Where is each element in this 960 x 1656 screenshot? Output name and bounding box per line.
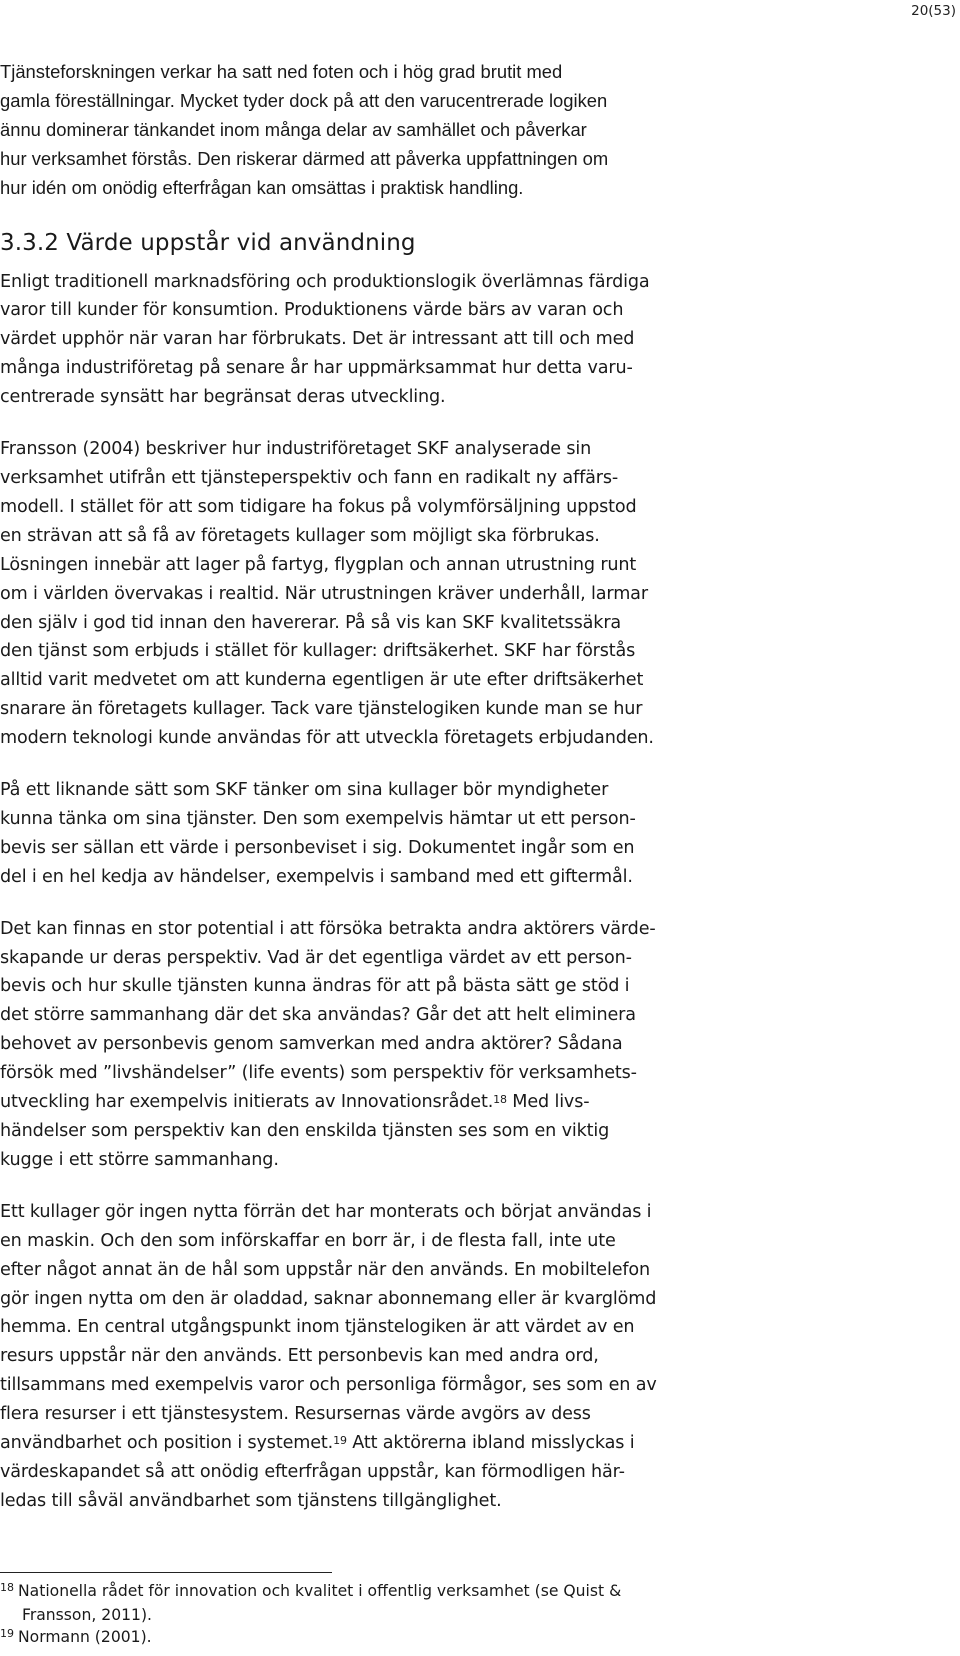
text-line: den tjänst som erbjuds i stället för kullager: driftsäkerhet. SKF har förstås	[0, 641, 636, 662]
text-line: På ett liknande sätt som SKF tänker om sina kullager bör myndigheter	[0, 780, 609, 801]
page-number: 20(53)	[911, 3, 956, 19]
paragraph-2	[0, 435, 790, 753]
text-line: Ett kullager gör ingen nytta förrän det har monterats och börjat användas i	[0, 1201, 652, 1222]
text-line: bevis ser sällan ett värde i personbeviset i sig. Dokumentet ingår som en	[0, 837, 635, 858]
intro-paragraph	[0, 58, 790, 203]
footnote-text: Nationella rådet för innovation och kvalitet i offentlig verksamhet (se Quist &	[18, 1582, 622, 1600]
text-line: verksamhet utifrån ett tjänsteperspektiv och fann en radikalt ny affärs-	[0, 467, 619, 488]
text-line: del i en hel kedja av händelser, exempelvis i samband med ett giftermål.	[0, 866, 633, 887]
text-line-with-footnote-ref	[0, 1088, 790, 1117]
text-line: modell. I stället för att som tidigare ha fokus på volymförsäljning uppstod	[0, 496, 637, 517]
text-segment: Att aktörerna ibland misslyckas i	[346, 1433, 635, 1454]
text-line: gamla föreställningar. Mycket tyder dock på att den varucentrerade logiken	[0, 89, 608, 111]
text-line: Det kan finnas en stor potential i att försöka betrakta andra aktörers värde-	[0, 918, 656, 939]
footnote-text-cont: Fransson, 2011).	[22, 1606, 152, 1624]
text-line: Lösningen innebär att lager på fartyg, flygplan och annan utrustning runt	[0, 554, 637, 575]
text-line: den själv i god tid innan den havererar. På så vis kan SKF kvalitetssäkra	[0, 612, 622, 633]
text-line: det större sammanhang där det ska användas? Går det att helt eliminera	[0, 1005, 636, 1026]
text-line: resurs uppstår när den används. Ett personbevis kan med andra ord,	[0, 1346, 599, 1367]
footnotes	[0, 1580, 900, 1650]
text-line: kugge i ett större sammanhang.	[0, 1149, 279, 1170]
footnote-18	[0, 1580, 900, 1626]
text-line: bevis och hur skulle tjänsten kunna ändras för att på bästa sätt ge stöd i	[0, 976, 630, 997]
text-line: ledas till såväl användbarhet som tjänstens tillgänglighet.	[0, 1490, 502, 1511]
text-line: tillsammans med exempelvis varor och personliga förmågor, ses som en av	[0, 1375, 657, 1396]
text-segment: användbarhet och position i systemet.	[0, 1433, 334, 1454]
text-line: snarare än företagets kullager. Tack vare tjänstelogiken kunde man se hur	[0, 699, 643, 720]
footnote-text: Normann (2001).	[18, 1628, 152, 1646]
text-line: händelser som perspektiv kan den enskilda tjänsten ses som en viktig	[0, 1121, 610, 1141]
text-line: ännu dominerar tänkandet inom många delar av samhället och påverkar	[0, 118, 587, 140]
text-line: varor till kunder för konsumtion. Produktionens värde bärs av varan och	[0, 300, 624, 321]
text-line: försök med ”livshändelser” (life events) som perspektiv för verksamhets-	[0, 1063, 637, 1084]
text-line: modern teknologi kunde användas för att utveckla företagets erbjudanden.	[0, 728, 654, 749]
footnote-ref-19[interactable]: 19	[333, 1434, 347, 1448]
text-line: många industriföretag på senare år har uppmärksammat hur detta varu-	[0, 358, 633, 379]
text-line: flera resurser i ett tjänstesystem. Resursernas värde avgörs av dess	[0, 1404, 591, 1425]
footnote-ref-18[interactable]: 18	[493, 1093, 507, 1107]
text-line: en maskin. Och den som införskaffar en borr är, i de flesta fall, inte ute	[0, 1230, 616, 1251]
text-segment: utveckling har exempelvis initierats av Innovationsrådet.	[0, 1092, 494, 1113]
footnote-number: 19	[0, 1627, 14, 1640]
text-segment: Med livs-	[506, 1092, 590, 1113]
text-line: kunna tänka om sina tjänster. Den som exempelvis hämtar ut ett person-	[0, 808, 636, 829]
footnote-19	[0, 1626, 900, 1650]
text-line: hemma. En central utgångspunkt inom tjänstelogiken är att värdet av en	[0, 1317, 635, 1338]
text-line: Enligt traditionell marknadsföring och produktionslogik överlämnas färdiga	[0, 271, 650, 292]
paragraph-4	[0, 915, 790, 1175]
text-line: alltid varit medvetet om att kunderna egentligen är ute efter driftsäkerhet	[0, 670, 644, 691]
text-line: centrerade synsätt har begränsat deras utveckling.	[0, 387, 446, 408]
footnote-divider	[0, 1572, 332, 1573]
text-line: värdeskapandet så att onödig efterfrågan uppstår, kan förmodligen här-	[0, 1461, 625, 1482]
text-line-with-footnote-ref	[0, 1429, 790, 1458]
paragraph-5	[0, 1198, 790, 1516]
document-body	[0, 58, 790, 1539]
text-line: Tjänsteforskningen verkar ha satt ned foten och i hög grad brutit med	[0, 61, 563, 82]
paragraph-3	[0, 776, 790, 892]
text-line: hur idén om onödig efterfrågan kan omsättas i praktisk handling.	[0, 176, 524, 198]
paragraph-1	[0, 268, 790, 413]
footnote-number: 18	[0, 1581, 14, 1594]
text-line: hur verksamhet förstås. Den riskerar därmed att påverka uppfattningen om	[0, 147, 609, 169]
text-line: skapande ur deras perspektiv. Vad är det egentliga värdet av ett person-	[0, 947, 632, 968]
section-heading: 3.3.2 Värde uppstår vid användning	[0, 229, 416, 256]
text-line: behovet av personbevis genom samverkan med andra aktörer? Sådana	[0, 1034, 623, 1055]
text-line: Fransson (2004) beskriver hur industriföretaget SKF analyserade sin	[0, 439, 592, 460]
text-line: om i världen övervakas i realtid. När utrustningen kräver underhåll, larmar	[0, 583, 648, 604]
text-line: efter något annat än de hål som uppstår när den används. En mobiltelefon	[0, 1259, 651, 1280]
text-line: en strävan att så få av företagets kullager som möjligt ska förbrukas.	[0, 525, 600, 546]
text-line: gör ingen nytta om den är oladdad, saknar abonnemang eller är kvarglömd	[0, 1288, 657, 1309]
text-line: värdet upphör när varan har förbrukats. Det är intressant att till och med	[0, 329, 635, 350]
